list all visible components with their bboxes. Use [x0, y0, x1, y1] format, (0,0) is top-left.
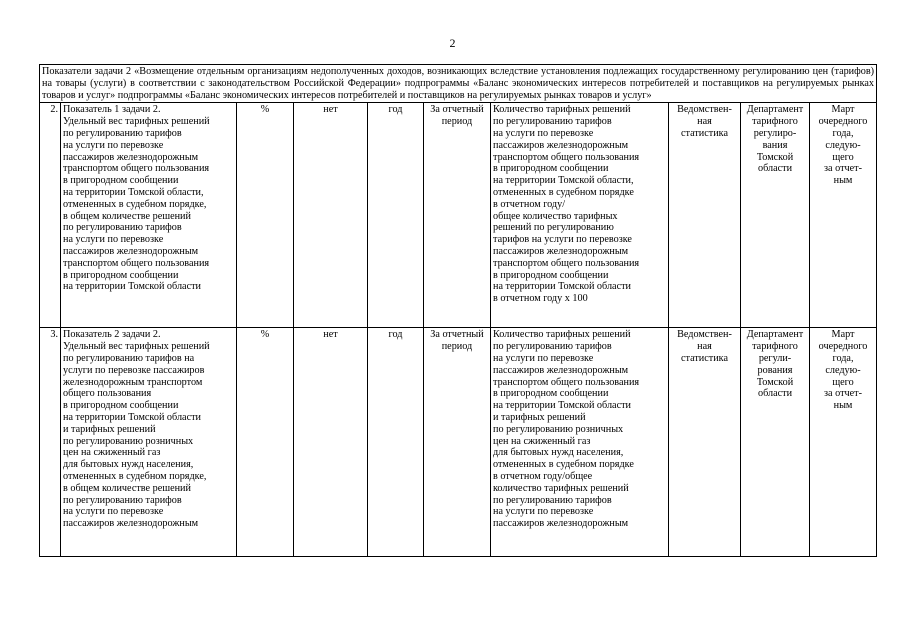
cell-line: транспортом общего пользования [493, 257, 640, 269]
cell-line: пассажиров железнодорожным [493, 245, 629, 257]
cell-line: ным [833, 400, 853, 412]
indicators-table [39, 64, 877, 557]
cell-line: на территории Томской области [493, 281, 631, 293]
cell-line: для бытовых нужд населения, [493, 447, 624, 459]
cell-line: Март [831, 104, 855, 116]
cell-line: отмененных в судебном порядке, [63, 198, 207, 210]
cell-line: следую- [825, 139, 861, 151]
cell-line: на услуги по перевозке [493, 506, 594, 518]
cell-line: регули- [758, 352, 792, 364]
cell-line: по регулированию тарифов на [63, 352, 195, 364]
cell-line: области [757, 163, 793, 175]
row-number: 2. [40, 103, 61, 328]
cell-line: цен на сжиженный газ [63, 447, 161, 459]
table-row [40, 103, 877, 328]
deadline-cell [810, 328, 877, 557]
indicator-name [61, 328, 237, 557]
unit-cell: % [237, 103, 294, 328]
row-number: 3. [40, 328, 61, 557]
cell-line: на территории Томской области [63, 411, 201, 423]
cell-line: на услуги по перевозке [493, 352, 594, 364]
period-type-cell: год [368, 328, 424, 557]
cell-line: отмененных в судебном порядке, [63, 470, 207, 482]
cell-line: щего [832, 376, 854, 388]
cell-line: за отчет- [824, 163, 863, 175]
cell-line: по регулированию тарифов [493, 116, 612, 128]
cell-line: общее количество тарифных [493, 210, 618, 222]
cell-line: следую- [825, 364, 861, 376]
cell-line: в отчетном году х 100 [493, 293, 588, 305]
cell-line: вания [762, 139, 788, 151]
cell-line: в общем количестве решений [63, 482, 191, 494]
cell-line: на услуги по перевозке [493, 127, 594, 139]
cell-line: отмененных в судебном порядке [493, 186, 634, 198]
cell-line: на территории Томской области, [493, 175, 634, 187]
cell-line: года, [832, 127, 854, 139]
cell-line: статистика [680, 127, 728, 139]
cell-line: цен на сжиженный газ [493, 435, 591, 447]
cell-line: и тарифных решений [63, 423, 156, 435]
formula-cell [491, 103, 669, 328]
cell-line: пассажиров железнодорожным [493, 518, 629, 530]
cell-line: по регулированию тарифов [63, 127, 182, 139]
cell-line: Ведомствен- [677, 104, 732, 116]
cell-line: в пригородном сообщении [63, 400, 179, 412]
cell-line: очередного [818, 116, 868, 128]
cell-line: железнодорожным транспортом [63, 376, 203, 388]
source-cell [669, 328, 741, 557]
cell-line: на услуги по перевозке [63, 234, 164, 246]
cell-line: тарифов на услуги по перевозке [493, 234, 632, 246]
cell-line: года, [832, 352, 854, 364]
unit-cell: % [237, 328, 294, 557]
cell-line: в отчетном году/ [493, 198, 566, 210]
cell-line: за отчет- [824, 388, 863, 400]
cell-line: в пригородном сообщении [63, 269, 179, 281]
period-cell [424, 103, 491, 328]
cell-line: по регулированию розничных [493, 423, 624, 435]
cell-line: по регулированию тарифов [63, 494, 182, 506]
cell-line: по регулированию тарифов [493, 341, 612, 353]
cell-line: на территории Томской области [493, 400, 631, 412]
cell-line: За отчетный [430, 104, 484, 116]
cell-line: по регулированию тарифов [493, 494, 612, 506]
cell-line: транспортом общего пользования [63, 257, 210, 269]
cell-line: Март [831, 329, 855, 341]
cell-line: За отчетный [430, 329, 484, 341]
cell-line: Томской [756, 151, 794, 163]
cell-line: Департамент [746, 329, 804, 341]
cell-line: в пригородном сообщении [493, 163, 609, 175]
cell-line: количество тарифных решений [493, 482, 629, 494]
page-number: 2 [449, 36, 456, 50]
cell-line: по регулированию тарифов [63, 222, 182, 234]
cell-line: общего пользования [63, 388, 152, 400]
cell-line: транспортом общего пользования [493, 376, 640, 388]
responsible-cell [741, 328, 810, 557]
section-header-row [40, 65, 877, 103]
cell-line: и тарифных решений [493, 411, 586, 423]
cell-line: услуги по перевозке пассажиров [63, 364, 205, 376]
cell-line: пассажиров железнодорожным [63, 518, 199, 530]
baseline-cell: нет [294, 103, 368, 328]
cell-line: регулиро- [753, 127, 797, 139]
cell-line: ная [697, 116, 712, 128]
section-header: Показатели задачи 2 «Возмещение отдельным организациям недополученных доходов, возникающих вследствие установления подлежащих государственному регулированию цен (тарифов) на товары (услуги) в соответствии с законодательством Российской Федерации» подпрограммы «Баланс экономических интересов потребителей и поставщиков на регулируемых рынках товаров и услуг» подпрограммы «Баланс экономических интересов потребителей и поставщиков на регулируемых рынках товаров и услуг» [40, 65, 877, 103]
cell-line: пассажиров железнодорожным [63, 245, 199, 257]
cell-line: Удельный вес тарифных решений [63, 341, 210, 353]
table-row [40, 328, 877, 557]
cell-line: период [441, 341, 473, 353]
deadline-cell [810, 103, 877, 328]
period-cell [424, 328, 491, 557]
cell-line: транспортом общего пользования [63, 163, 210, 175]
cell-line: в общем количестве решений [63, 210, 191, 222]
cell-line: Томской [756, 376, 794, 388]
cell-line: Показатель 1 задачи 2. [63, 104, 161, 116]
cell-line: щего [832, 151, 854, 163]
cell-line: на услуги по перевозке [63, 139, 164, 151]
cell-line: решений по регулированию [493, 222, 614, 234]
cell-line: в пригородном сообщении [493, 269, 609, 281]
cell-line: ная [697, 341, 712, 353]
cell-line: ным [833, 175, 853, 187]
cell-line: пассажиров железнодорожным [493, 364, 629, 376]
cell-line: на территории Томской области [63, 281, 201, 293]
cell-line: на территории Томской области, [63, 186, 204, 198]
cell-line: очередного [818, 341, 868, 353]
cell-line: Ведомствен- [677, 329, 732, 341]
cell-line: пассажиров железнодорожным [63, 151, 199, 163]
responsible-cell [741, 103, 810, 328]
cell-line: Количество тарифных решений [493, 104, 631, 116]
cell-line: Департамент [746, 104, 804, 116]
cell-line: для бытовых нужд населения, [63, 459, 194, 471]
cell-line: Удельный вес тарифных решений [63, 116, 210, 128]
cell-line: период [441, 116, 473, 128]
cell-line: по регулированию розничных [63, 435, 194, 447]
cell-line: области [757, 388, 793, 400]
cell-line: на услуги по перевозке [63, 506, 164, 518]
source-cell [669, 103, 741, 328]
baseline-cell: нет [294, 328, 368, 557]
formula-cell [491, 328, 669, 557]
cell-line: тарифного [752, 116, 798, 128]
cell-line: в отчетном году/общее [493, 470, 593, 482]
cell-line: отмененных в судебном порядке [493, 459, 634, 471]
cell-line: рования [757, 364, 793, 376]
indicator-name [61, 103, 237, 328]
cell-line: Количество тарифных решений [493, 329, 631, 341]
period-type-cell: год [368, 103, 424, 328]
cell-line: Показатель 2 задачи 2. [63, 329, 161, 341]
cell-line: в пригородном сообщении [493, 388, 609, 400]
cell-line: в пригородном сообщении [63, 175, 179, 187]
cell-line: пассажиров железнодорожным [493, 139, 629, 151]
cell-line: статистика [680, 352, 728, 364]
cell-line: транспортом общего пользования [493, 151, 640, 163]
cell-line: тарифного [752, 341, 798, 353]
